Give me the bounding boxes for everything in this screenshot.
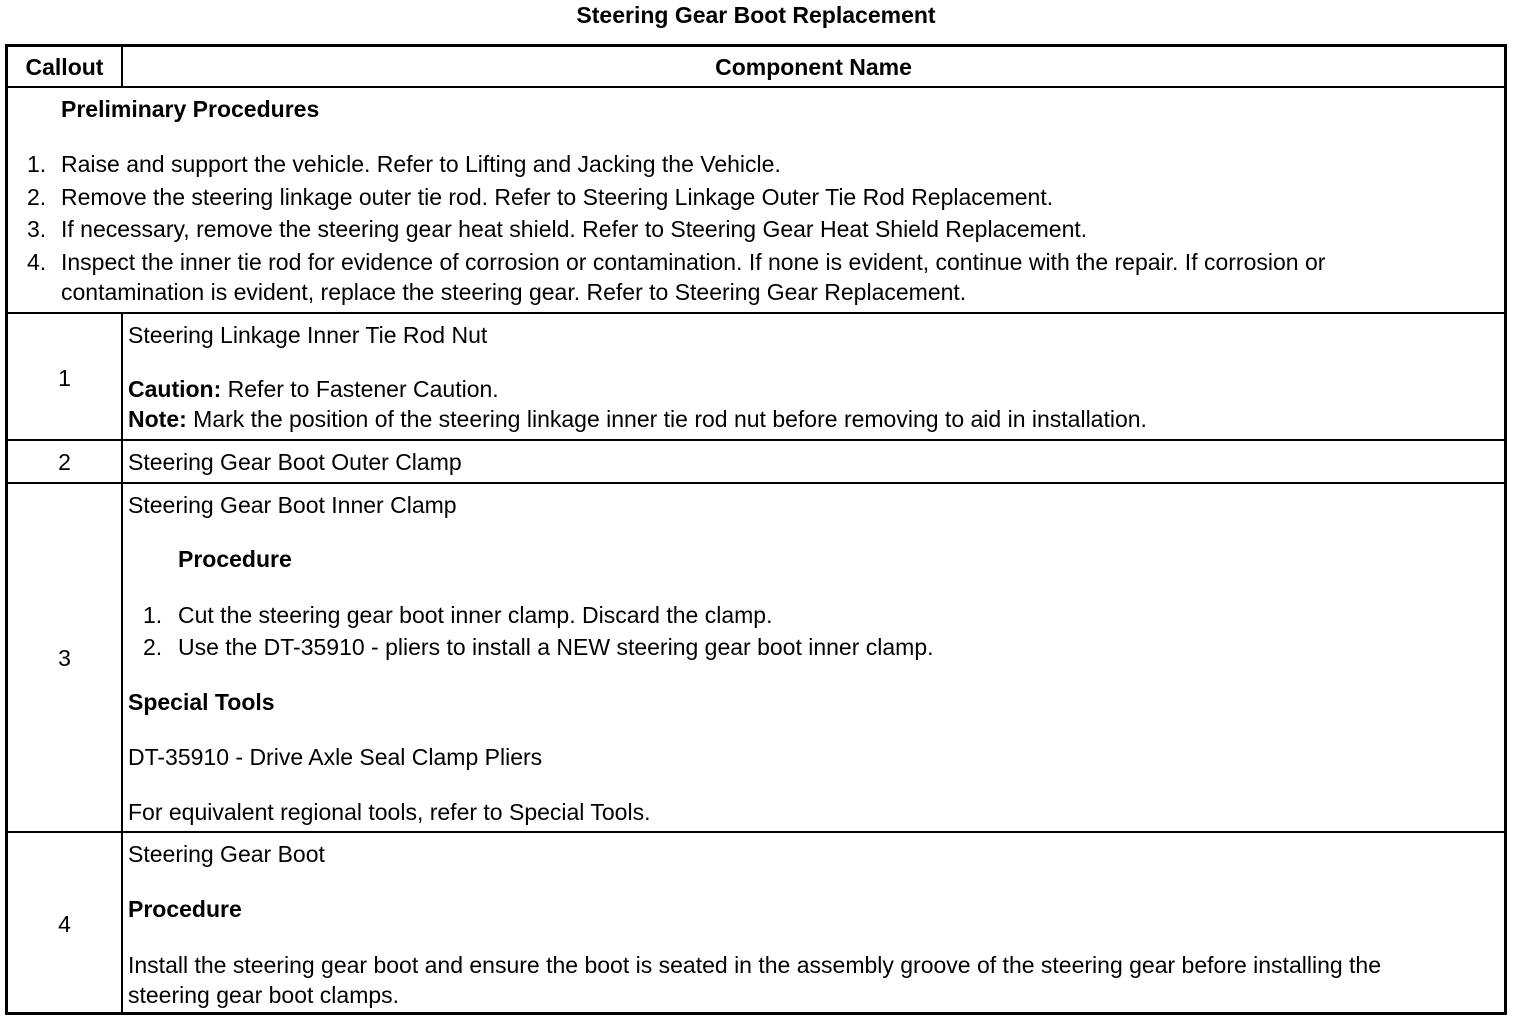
procedure-step-text: Use the DT-35910 - pliers to install a NEW steering gear boot inner clamp. xyxy=(178,634,934,660)
procedure-step-number: 1. xyxy=(143,602,163,628)
component-name: Steering Gear Boot Inner Clamp xyxy=(128,492,457,518)
procedure-step-text: Cut the steering gear boot inner clamp. Discard the clamp. xyxy=(178,602,773,628)
preliminary-step-number: 4. xyxy=(27,249,47,275)
component-name: Steering Linkage Inner Tie Rod Nut xyxy=(128,322,488,348)
caution-text: Refer to Fastener Caution. xyxy=(221,376,499,402)
preliminary-step-number: 2. xyxy=(27,184,47,210)
preliminary-divider xyxy=(5,312,1507,314)
row-1-divider xyxy=(5,439,1507,441)
preliminary-heading: Preliminary Procedures xyxy=(61,96,320,122)
row-3-divider xyxy=(5,831,1507,833)
procedure-text: Install the steering gear boot and ensure the boot is seated in the assembly groove of the steering gear before installing the xyxy=(128,952,1382,978)
preliminary-step-text: Raise and support the vehicle. Refer to Lifting and Jacking the Vehicle. xyxy=(61,151,781,177)
equivalent-tools-note: For equivalent regional tools, refer to Special Tools. xyxy=(128,799,651,825)
procedure-heading: Procedure xyxy=(128,896,242,922)
header-callout: Callout xyxy=(25,54,104,80)
note-line xyxy=(128,404,1147,434)
preliminary-step-number: 1. xyxy=(27,151,47,177)
callout-number: 1 xyxy=(58,365,71,391)
preliminary-step-text-continued: contamination is evident, replace the steering gear. Refer to Steering Gear Replacement. xyxy=(61,279,967,305)
preliminary-step-text: Remove the steering linkage outer tie rod. Refer to Steering Linkage Outer Tie Rod Replacement. xyxy=(61,184,1054,210)
preliminary-step-text: If necessary, remove the steering gear heat shield. Refer to Steering Gear Heat Shield Replacement. xyxy=(61,216,1088,242)
special-tools-heading: Special Tools xyxy=(128,689,275,715)
procedure-text-continued: steering gear boot clamps. xyxy=(128,982,400,1008)
callout-number: 4 xyxy=(58,911,71,937)
body-column-divider xyxy=(121,312,123,1015)
note-text: Mark the position of the steering linkage inner tie rod nut before removing to aid in installation. xyxy=(186,406,1147,432)
component-name: Steering Gear Boot xyxy=(128,841,325,867)
preliminary-step-text: Inspect the inner tie rod for evidence of corrosion or contamination. If none is evident, continue with the repair. If corrosion or xyxy=(61,249,1326,275)
callout-number: 2 xyxy=(58,449,71,475)
row-2-divider xyxy=(5,482,1507,484)
preliminary-step-number: 3. xyxy=(27,216,47,242)
note-label: Note: xyxy=(128,406,187,432)
callout-number: 3 xyxy=(58,645,71,671)
component-name: Steering Gear Boot Outer Clamp xyxy=(128,449,462,475)
header-component-name: Component Name xyxy=(715,54,912,80)
caution-line xyxy=(128,374,499,404)
caution-label: Caution: xyxy=(128,376,222,402)
procedure-step-number: 2. xyxy=(143,634,163,660)
page-title: Steering Gear Boot Replacement xyxy=(576,2,936,28)
special-tool-item: DT-35910 - Drive Axle Seal Clamp Pliers xyxy=(128,744,543,770)
header-divider xyxy=(5,86,1507,88)
procedure-heading: Procedure xyxy=(178,546,292,572)
